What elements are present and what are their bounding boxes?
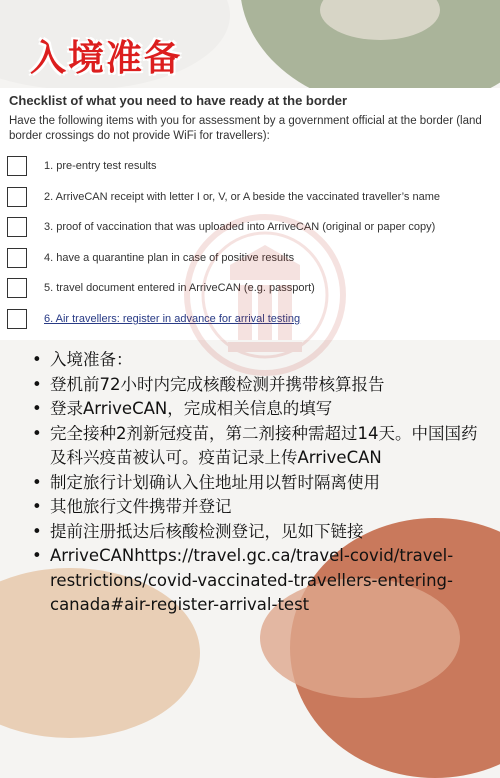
checklist-item-label: 3. proof of vaccination that was uploaded into ArriveCAN (original or paper copy): [44, 221, 436, 233]
checkbox[interactable]: [7, 309, 27, 329]
page-title: 入境准备: [30, 38, 183, 79]
list-item: • 制定旅行计划确认入住地址用以暂时隔离使用: [30, 471, 480, 496]
checklist-item-label: 1. pre-entry test results: [44, 160, 157, 172]
list-item: • 登录ArriveCAN，完成相关信息的填写: [30, 397, 480, 422]
notes-list: [30, 348, 480, 618]
checklist-item-label: 5. travel document entered in ArriveCAN (e.g. passport): [44, 282, 315, 294]
checklist-description: Have the following items with you for assessment by a government official at the border (land border crossings do not provide WiFi for travellers):: [9, 115, 482, 142]
checkbox[interactable]: [7, 217, 27, 237]
checkbox[interactable]: [7, 278, 27, 298]
arrivecan-link-item[interactable]: • ArriveCANhttps://travel.gc.ca/travel-covid/travel-restrictions/covid-vaccinated-travellers-entering-canada#air-register-arrival-test: [30, 544, 480, 618]
list-item: • 入境准备：: [30, 348, 480, 373]
checklist-item-label: 2. ArriveCAN receipt with letter I or, V, or A beside the vaccinated traveller’s name: [44, 191, 440, 203]
list-item: • 其他旅行文件携带并登记: [30, 495, 480, 520]
list-item: • 登机前72小时内完成核酸检测并携带核算报告: [30, 373, 480, 398]
checklist-heading: Checklist of what you need to have ready at the border: [9, 93, 348, 108]
checkbox[interactable]: [7, 248, 27, 268]
checkbox[interactable]: [7, 156, 27, 176]
checklist-item-label: 4. have a quarantine plan in case of positive results: [44, 252, 295, 264]
list-item: • 提前注册抵达后核酸检测登记，见如下链接: [30, 520, 480, 545]
checkbox[interactable]: [7, 187, 27, 207]
list-item: • 完全接种2剂新冠疫苗，第二剂接种需超过14天。中国国药及科兴疫苗被认可。疫苗记录上传ArriveCAN: [30, 422, 480, 471]
arrival-testing-link[interactable]: 6. Air travellers: register in advance for arrival testing: [44, 313, 301, 325]
